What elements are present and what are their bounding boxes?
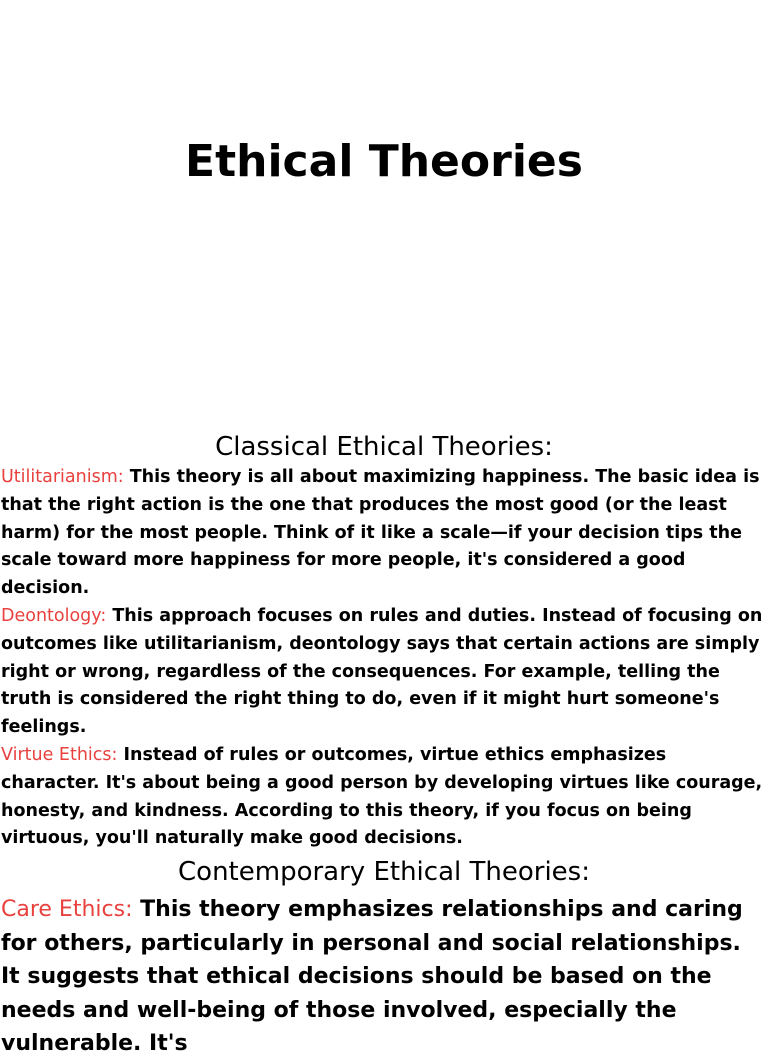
care-ethics-entry (0, 893, 768, 1061)
classical-theories-heading: Classical Ethical Theories: (215, 432, 553, 462)
care-ethics-term: Care Ethics: (1, 897, 133, 923)
virtue-ethics-term: Virtue Ethics: (1, 744, 118, 765)
virtue-ethics-description: Instead of rules or outcomes, virtue ethics emphasizes character. It's about being a good person by developing virtues like courage, honesty, and kindness. According to this theory, if you focus on being virtuous, you'll naturally make good decisions. (1, 744, 763, 849)
utilitarianism-description: This theory is all about maximizing happiness. The basic idea is that the right action is the one that produces the most good (or the least harm) for the most people. Think of it like a scale—if your decision tips the scale toward more happiness for more people, it's considered a good decision. (1, 467, 760, 599)
page-title: Ethical Theories (185, 136, 583, 187)
utilitarianism-term: Utilitarianism: (1, 467, 124, 487)
virtue-ethics-entry (0, 742, 768, 853)
contemporary-theories-heading: Contemporary Ethical Theories: (178, 857, 590, 888)
utilitarianism-entry (0, 464, 768, 603)
deontology-term: Deontology: (1, 605, 107, 626)
deontology-description: This approach focuses on rules and duties. Instead of focusing on outcomes like utilitarianism, deontology says that certain actions are simply right or wrong, regardless of the consequences. For example, telling the truth is considered the right thing to do, even if it might hurt someone's feelings. (1, 605, 763, 738)
deontology-entry (0, 603, 768, 742)
care-ethics-description: This theory emphasizes relationships and caring for others, particularly in personal and social relationships. It suggests that ethical decisions should be based on the needs and well-being of those involved, especially the vulnerable. It's (1, 897, 743, 1057)
document-body (0, 430, 768, 1061)
